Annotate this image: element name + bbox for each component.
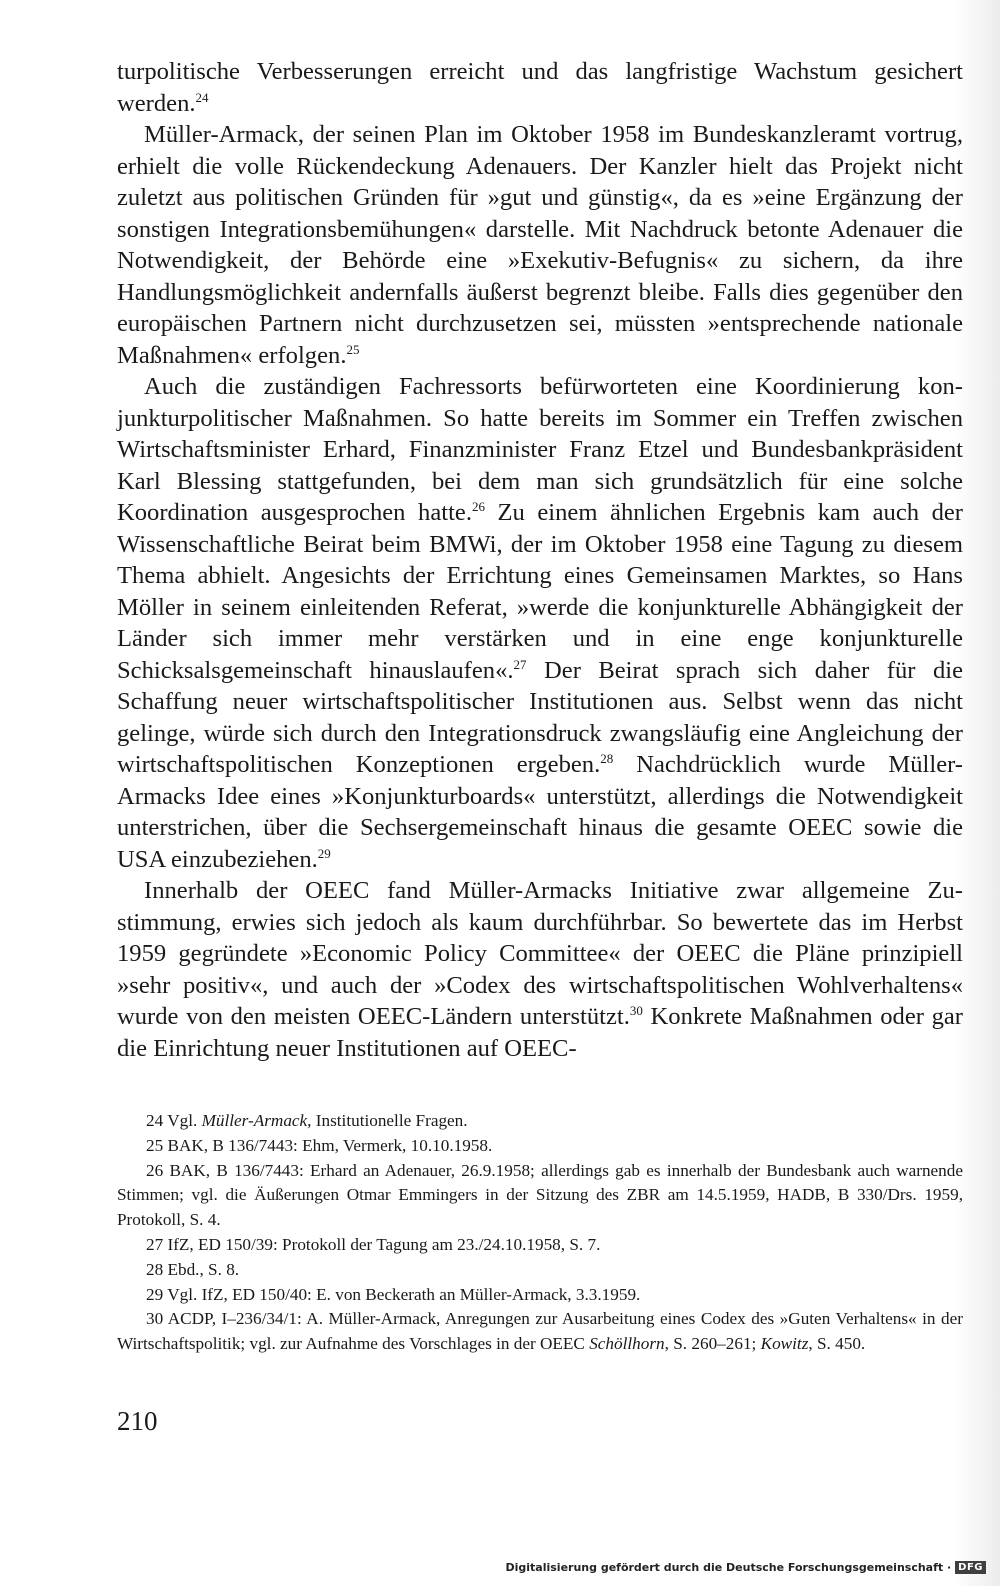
text-run: , Institutionelle Fragen. xyxy=(307,1111,468,1130)
footnote-number: 29 xyxy=(146,1284,164,1304)
footnotes xyxy=(117,1109,963,1357)
digitization-credit xyxy=(505,1561,986,1574)
author-name: Müller-Armack xyxy=(201,1111,308,1130)
footnote xyxy=(117,1109,963,1134)
footnote xyxy=(117,1258,963,1283)
text-run: ACDP, I–236/34/1: A. Müller-Armack, Anregungen zur Ausarbeitung eines Codex des »Guten Verhaltens« in der Wirtschaftspolitik; vgl. zur Aufnahme des Vorschlages in der OEEC xyxy=(117,1309,963,1354)
paragraph xyxy=(117,371,963,875)
text-run: , S. 260–261; xyxy=(664,1334,761,1354)
text-run: Müller-Armack, der seinen Plan im Oktober 1958 im Bundeskanzleramt vortrug, erhielt die volle Rückendeckung Adenauers. Der Kanzler hielt das Projekt nicht zuletzt aus politischen Gründen für »gut und günstig«, da es »eine Ergänzung der sonstigen Integrationsbemühungen« darstelle. Mit Nachdruck betonte Adenauer die Notwendigkeit, der Behörde eine »Exekutiv-Befugnis« zu sichern, da ihre Handlungsmöglichkeit andernfalls äußerst begrenzt bleibe. Falls dies gegenüber den europäischen Partnern nicht durchzusetzen sei, müssten »entsprechende nationale Maßnahmen« erfolgen. xyxy=(117,121,963,369)
footnote-reference: 24 xyxy=(195,89,209,105)
dfg-logo: DFG xyxy=(955,1561,986,1574)
footnote xyxy=(117,1283,963,1308)
footnote-reference: 26 xyxy=(471,499,485,514)
footnote xyxy=(117,1134,963,1159)
footnote-number: 30 xyxy=(146,1309,164,1329)
text-run: Ebd., S. 8. xyxy=(167,1259,240,1279)
footnote-number: 27 xyxy=(146,1234,164,1254)
footnote-number: 25 xyxy=(146,1135,164,1155)
footnote-reference: 30 xyxy=(629,1003,643,1018)
digitization-credit-text: Digitalisierung gefördert durch die Deutsche Forschungsgemeinschaft · xyxy=(505,1561,952,1574)
author-name: Schöllhorn xyxy=(589,1334,665,1354)
text-run: IfZ, ED 150/39: Protokoll der Tagung am 23./24.10.1958, S. 7. xyxy=(167,1234,601,1254)
text-run: BAK, B 136/7443: Ehm, Vermerk, 10.10.1958. xyxy=(167,1135,493,1155)
text-run: Innerhalb der OEEC fand Müller-Armacks Initiative zwar allgemeine Zustimmung, erwies sich jedoch als kaum durchführbar. So bewertete das im Herbst 1959 gegründete »Economic Policy Committee« der OEEC die Pläne prinzipiell »sehr positiv«, und auch der »Codex des wirtschaftspolitischen Wohlverhaltens« wurde von den meisten OEEC-Ländern unterstützt. xyxy=(117,877,963,1030)
text-run: Konkrete Maßnahmen oder gar die Einrichtung neuer Institutionen auf OEEC- xyxy=(117,1003,963,1062)
text-run: Der Beirat sprach sich daher für die Schaffung neuer wirtschaftspolitischer Institutionen aus. Selbst wenn das nicht gelinge, würde sich durch den Integrationsdruck zwangsläufig eine Angleichung der wirtschaftspolitischen Konzeptionen ergeben. xyxy=(117,656,963,778)
text-run: Vgl. xyxy=(167,1111,202,1130)
text-run: BAK, B 136/7443: Erhard an Adenauer, 26.9.1958; allerdings gab es innerhalb der Bundesbank auch warnende Stimmen; vgl. die Äußerungen Otmar Emmingers in der Sitzung des ZBR am 14.5.1959, HADB, B 330/Drs. 1959, Protokoll, S. 4. xyxy=(117,1160,963,1230)
text-run: turpolitische Verbesserungen erreicht und das langfristige Wachstum gesichert werden. xyxy=(117,58,963,117)
footnote xyxy=(117,1233,963,1258)
footnote-number: 24 xyxy=(146,1111,164,1130)
paragraph xyxy=(117,119,963,371)
body-text xyxy=(117,56,963,1064)
footnote-number: 28 xyxy=(146,1259,164,1279)
page-number: 210 xyxy=(117,1406,158,1436)
text-run: Vgl. IfZ, ED 150/40: E. von Beckerath an Müller-Armack, 3.3.1959. xyxy=(167,1284,641,1304)
footnote-reference: 27 xyxy=(513,656,527,672)
footnote xyxy=(117,1307,963,1357)
footnote-reference: 25 xyxy=(346,341,360,357)
text-run: Zu einem ähnlichen Ergebnis kam auch der Wissenschaftliche Beirat beim BMWi, der im Oktober 1958 eine Tagung zu diesem Thema abhielt. Angesichts der Errichtung eines Gemeinsamen Marktes, so Hans Möller in seinem einleitenden Referat, »werde die konjunkturelle Abhängigkeit der Länder sich immer mehr verstärken und in eine enge konjunkturelle Schicksalsgemeinschaft hinauslaufen«. xyxy=(117,499,963,684)
text-run: Nachdrücklich wurde Müller-Armacks Idee eines »Konjunkturboards« unterstützt, allerdings die Notwendigkeit unterstrichen, über die Sechsergemeinschaft hinaus die gesamte OEEC sowie die USA einzubeziehen. xyxy=(117,751,963,873)
paragraph xyxy=(117,875,963,1064)
paragraph xyxy=(117,56,963,119)
footnote-number: 26 xyxy=(146,1160,164,1180)
text-run: , S. 450. xyxy=(808,1334,866,1354)
footnote-reference: 29 xyxy=(317,845,331,861)
footnote xyxy=(117,1159,963,1233)
footnote-reference: 28 xyxy=(600,751,614,766)
author-name: Kowitz xyxy=(760,1334,809,1354)
text-run: Auch die zuständigen Fachressorts befürworteten eine Koordinierung konjunkturpolitischer Maßnahmen. So hatte bereits im Sommer ein Treffen zwischen Wirtschaftsminister Erhard, Finanzminister Franz Etzel und Bundesbankpräsident Karl Blessing stattgefunden, bei dem man sich grundsätzlich für eine solche Koordination ausgesprochen hatte. xyxy=(117,373,963,526)
